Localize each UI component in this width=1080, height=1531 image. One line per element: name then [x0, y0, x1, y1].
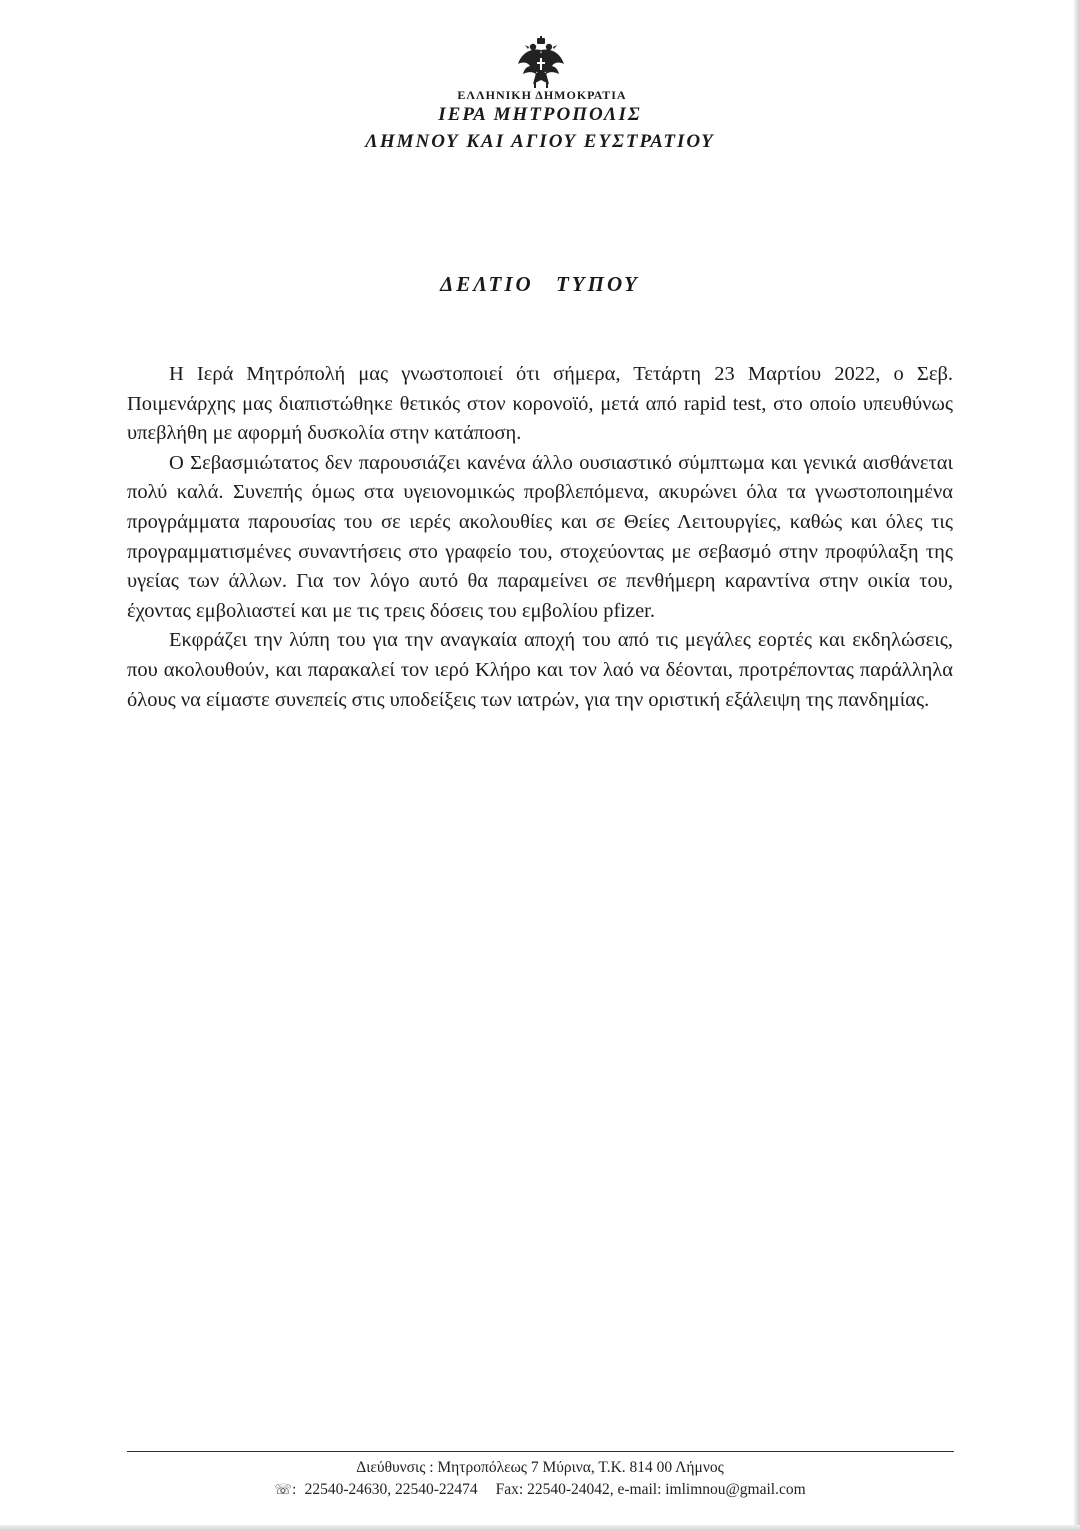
paragraph-3: Εκφράζει την λύπη του για την αναγκαία αποχή του από τις μεγάλες εορτές και εκδηλώσεις, που ακολουθούν, και παρακαλεί τον ιερό Κλήρο και τον λαό να δέονται, προτρέποντας παράλληλα όλους να είμαστε συνεπείς στις υποδείξεις των ιατρών, για την οριστική εξάλειψη της πανδημίας.: [127, 629, 953, 711]
metropolis-region: ΛΗΜΝΟΥ ΚΑΙ ΑΓΙΟΥ ΕΥΣΤΡΑΤΙΟΥ: [365, 131, 715, 152]
fax-and-email: Fax: 22540-24042, e-mail: imlimnou@gmail.com: [495, 1481, 806, 1498]
phone-numbers: 22540-24630, 22540-22474: [304, 1481, 478, 1498]
telephone-icon: ☏:: [274, 1482, 297, 1498]
page-bottom-edge: [0, 1525, 1080, 1531]
paragraph-2: Ο Σεβασμιώτατος δεν παρουσιάζει κανένα άλλο ουσιαστικό σύμπτωμα και γενικά αισθάνεται πολύ καλά. Συνεπής όμως στα υγειονομικώς προβλεπόμενα, ακυρώνει όλα τα γνωστοποιημένα προγράμματα παρουσίας του σε ιερές ακολουθίες και σε Θείες Λειτουργίες, καθώς και όλες τις προγραμματισμένες συναντήσεις στο γραφείο του, στοχεύοντας με σεβασμό στην προφύλαξη της υγείας των άλλων. Για τον λόγο αυτό θα παραμείνει σε πενθήμερη καραντίνα στην οικία του, έχοντας εμβολιαστεί και με τις τρεις δόσεις του εμβολίου pfizer.: [127, 451, 953, 622]
state-name: ΕΛΛΗΝΙΚΗ ΔΗΜΟΚΡΑΤΙΑ: [457, 88, 627, 102]
footer-address: Διεύθυνσις : Μητροπόλεως 7 Μύρινα, Τ.Κ. 814 00 Λήμνος: [356, 1459, 724, 1476]
page-right-edge: [1074, 0, 1080, 1531]
paragraph-1: Η Ιερά Μητρόπολή μας γνωστοποιεί ότι σήμερα, Τετάρτη 23 Μαρτίου 2022, ο Σεβ. Ποιμενάρχης μας διαπιστώθηκε θετικός στον κορονοϊό, μετά από rapid test, στο οποίο υπευθύνως υπεβλήθη με αφορμή δυσκολία στην κατάποση.: [127, 363, 953, 445]
press-release-body: [127, 360, 953, 715]
metropolis-name: ΙΕΡΑ ΜΗΤΡΟΠΟΛΙΣ: [438, 104, 642, 125]
double-headed-eagle-icon: [516, 36, 566, 90]
footer-contacts: [0, 1481, 1080, 1499]
document-title: ΔΕΛΤΙΟ ΤΥΠΟΥ: [440, 272, 640, 296]
footer-divider: [127, 1451, 954, 1452]
